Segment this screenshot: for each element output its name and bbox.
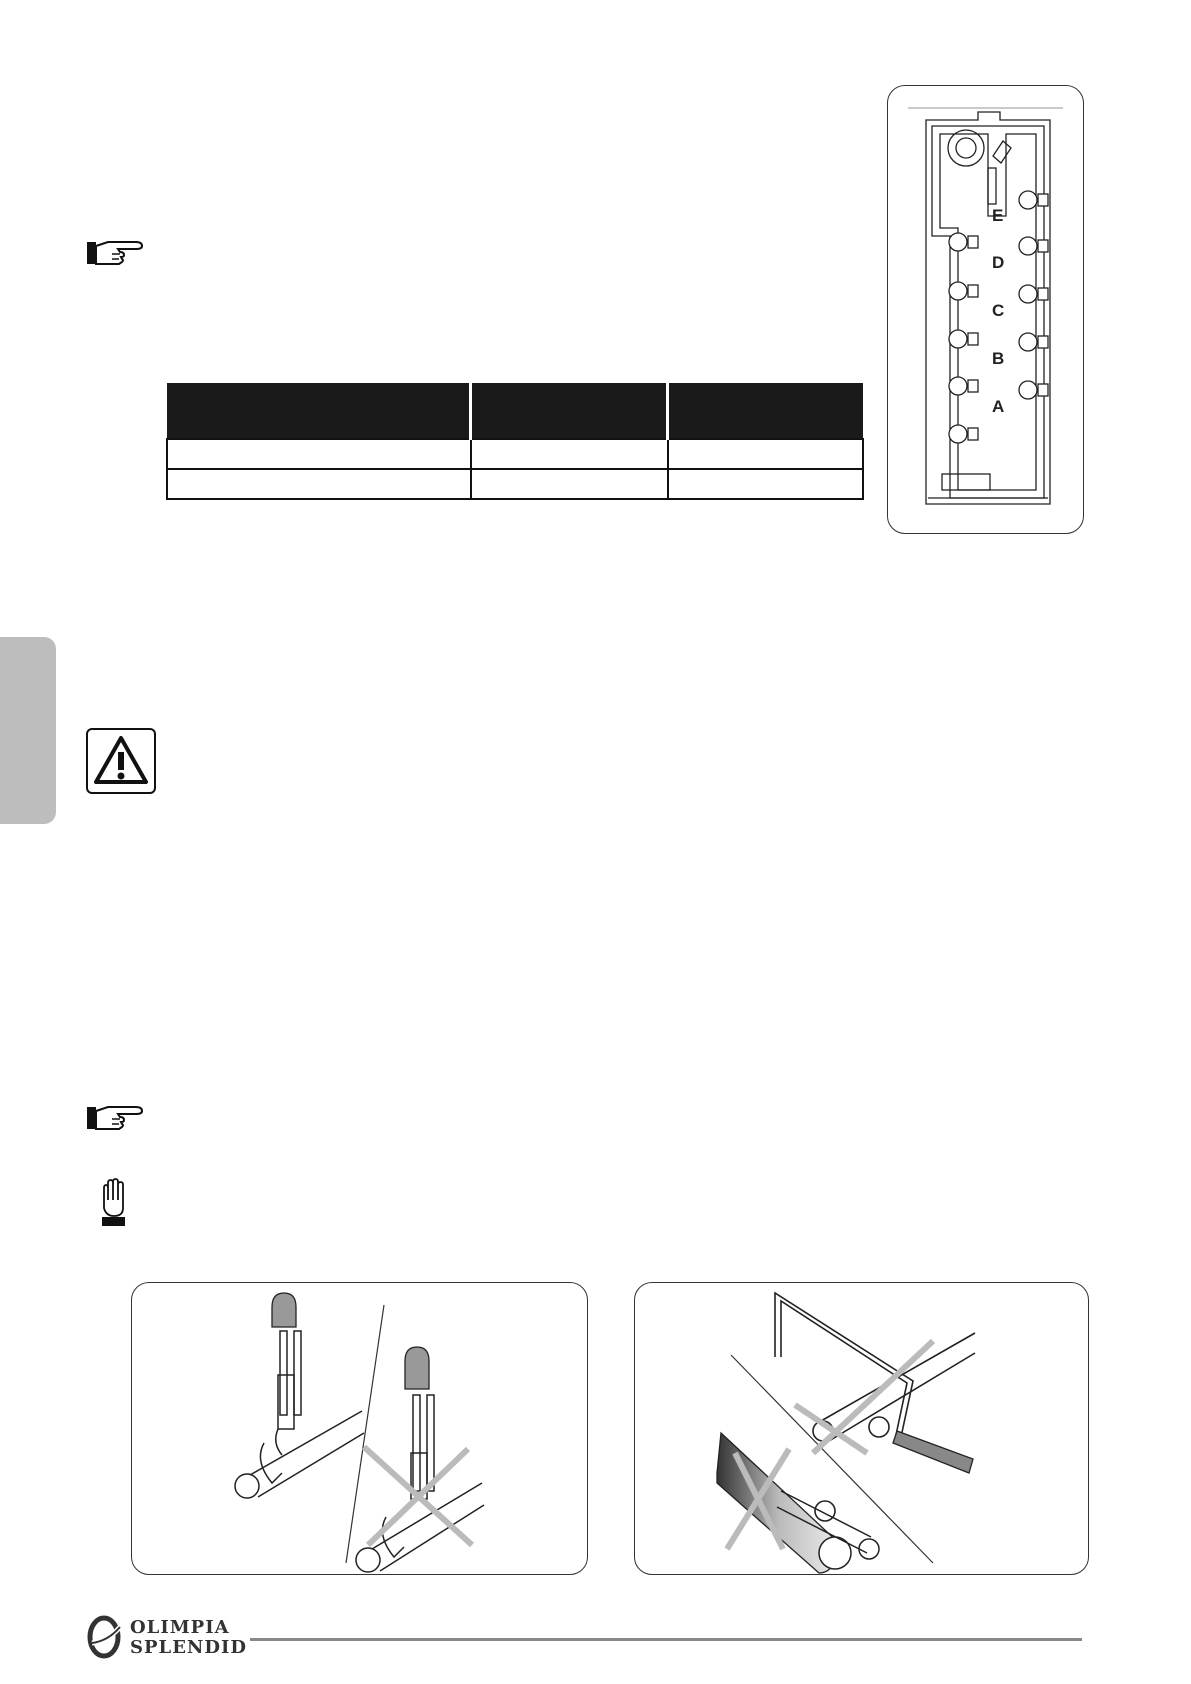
manifold-diagram-panel xyxy=(887,85,1084,534)
manifold-label-d: D xyxy=(992,253,1005,272)
table-header-3 xyxy=(668,383,863,439)
manifold-label-a: A xyxy=(992,397,1005,416)
brand-logo xyxy=(86,1615,246,1659)
footer-rule xyxy=(250,1638,1082,1641)
pipe-cutter-panel xyxy=(131,1282,588,1575)
manifold-diagram xyxy=(888,86,1083,533)
table-header-1 xyxy=(167,383,471,439)
brand-line-1: OLIMPIA xyxy=(130,1617,230,1638)
stop-hand-icon xyxy=(96,1178,130,1228)
table-cell xyxy=(668,469,863,499)
pointing-hand-icon xyxy=(86,237,146,267)
pipe-saw-panel xyxy=(634,1282,1089,1575)
warning-triangle-icon xyxy=(86,728,156,794)
table-row xyxy=(167,469,863,499)
table-cell xyxy=(471,469,668,499)
pipe-saw-illustration xyxy=(635,1283,1088,1574)
brand-line-2: SPLENDID xyxy=(130,1637,248,1658)
table-cell xyxy=(668,439,863,469)
brand-mark-icon xyxy=(86,1615,126,1659)
spec-table xyxy=(166,383,864,500)
table-row xyxy=(167,439,863,469)
table-cell xyxy=(167,469,471,499)
pipe-cutter-illustration xyxy=(132,1283,587,1574)
table-cell xyxy=(471,439,668,469)
manifold-label-b: B xyxy=(992,349,1005,368)
table-cell xyxy=(167,439,471,469)
manifold-label-e: E xyxy=(992,206,1004,225)
manifold-label-c: C xyxy=(992,301,1005,320)
pointing-hand-icon xyxy=(86,1102,146,1132)
incorrect-cross-icon xyxy=(364,1447,472,1545)
table-header-2 xyxy=(471,383,668,439)
side-tab xyxy=(0,637,56,824)
